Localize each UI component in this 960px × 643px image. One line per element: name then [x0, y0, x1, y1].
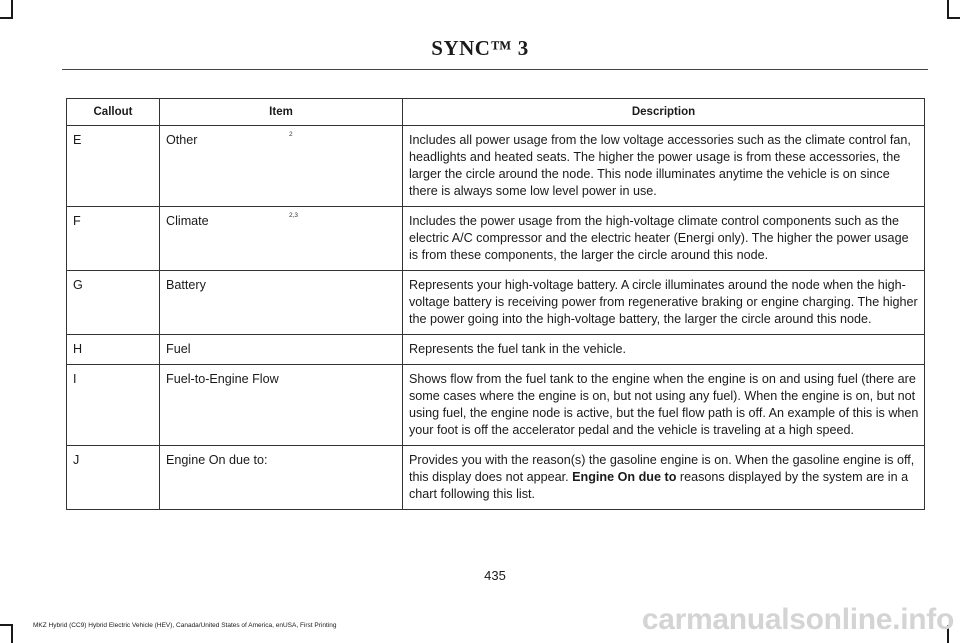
column-header-item: Item [160, 99, 403, 126]
item-cell [160, 365, 403, 446]
item-label: Fuel-to-Engine Flow [166, 372, 279, 386]
footnote-marker: 2 [289, 131, 293, 138]
item-label: Engine On due to: [166, 453, 268, 467]
crop-mark-bottom-left-h [0, 624, 13, 626]
table-row [67, 126, 925, 207]
item-label: Climate [166, 214, 209, 228]
description-cell: Includes the power usage from the high-voltage climate control components such as the electric A/C compressor and the electric heater (Energi only). The higher the power usage is from these components, the larger the circle around this node. [403, 207, 925, 271]
table-row [67, 335, 925, 365]
crop-mark-top-right-h [947, 17, 960, 19]
item-cell [160, 271, 403, 335]
item-label: Fuel [166, 342, 191, 356]
column-header-description: Description [403, 99, 925, 126]
callout-cell: H [67, 335, 160, 365]
site-watermark: carmanualsonline.info [641, 603, 954, 636]
item-cell [160, 207, 403, 271]
description-text: Provides you with the reason(s) the gasoline engine is on. When the gasoline engine is off, this display does not appear. [409, 453, 915, 484]
callout-cell: J [67, 446, 160, 510]
description-cell: Represents your high-voltage battery. A circle illuminates around the node when the high-voltage battery is receiving power from regenerative braking or engine charging. The higher the power going into the high-voltage battery, the larger the circle around this node. [403, 271, 925, 335]
item-label: Other [166, 133, 198, 147]
table-header-row [67, 99, 925, 126]
crop-mark-top-left-v [11, 0, 13, 18]
column-header-callout: Callout [67, 99, 160, 126]
callout-cell: I [67, 365, 160, 446]
callout-cell: E [67, 126, 160, 207]
table-row [67, 365, 925, 446]
item-cell [160, 446, 403, 510]
callout-cell: G [67, 271, 160, 335]
crop-mark-bottom-left-v [11, 625, 13, 643]
description-cell: Shows flow from the fuel tank to the engine when the engine is on and using fuel (there are some cases where the engine is on, but not using any fuel). When the engine is on, but not using fuel, the engine node is active, but the fuel flow path is off. An example of this is when your foot is off the accelerator pedal and the vehicle is traveling at a high speed. [403, 365, 925, 446]
callout-cell: F [67, 207, 160, 271]
description-emphasis: Engine On due to [572, 470, 677, 484]
table-row [67, 207, 925, 271]
item-label: Battery [166, 278, 206, 292]
page-title: SYNC™ 3 [431, 36, 529, 60]
description-text: reasons displayed by the system are in a chart following this list. [409, 470, 909, 501]
crop-mark-top-right-v [947, 0, 949, 18]
description-cell [403, 446, 925, 510]
table-row [67, 271, 925, 335]
footer-edition-text: MKZ Hybrid (CC9) Hybrid Electric Vehicle (HEV), Canada/United States of America, enUSA, First Printing [33, 622, 337, 629]
item-cell [160, 126, 403, 207]
table-row [67, 446, 925, 510]
description-cell: Represents the fuel tank in the vehicle. [403, 335, 925, 365]
page-number: 435 [484, 568, 506, 583]
description-cell: Includes all power usage from the low voltage accessories such as the climate control fan, headlights and heated seats. The higher the power usage is from these accessories, the larger the circle around the node. This node illuminates anytime the vehicle is on since there is always some low level power in use. [403, 126, 925, 207]
header-divider [62, 69, 928, 70]
power-flow-table [66, 98, 925, 510]
crop-mark-top-left-h [0, 17, 13, 19]
footnote-marker: 2,3 [289, 212, 299, 219]
item-cell [160, 335, 403, 365]
